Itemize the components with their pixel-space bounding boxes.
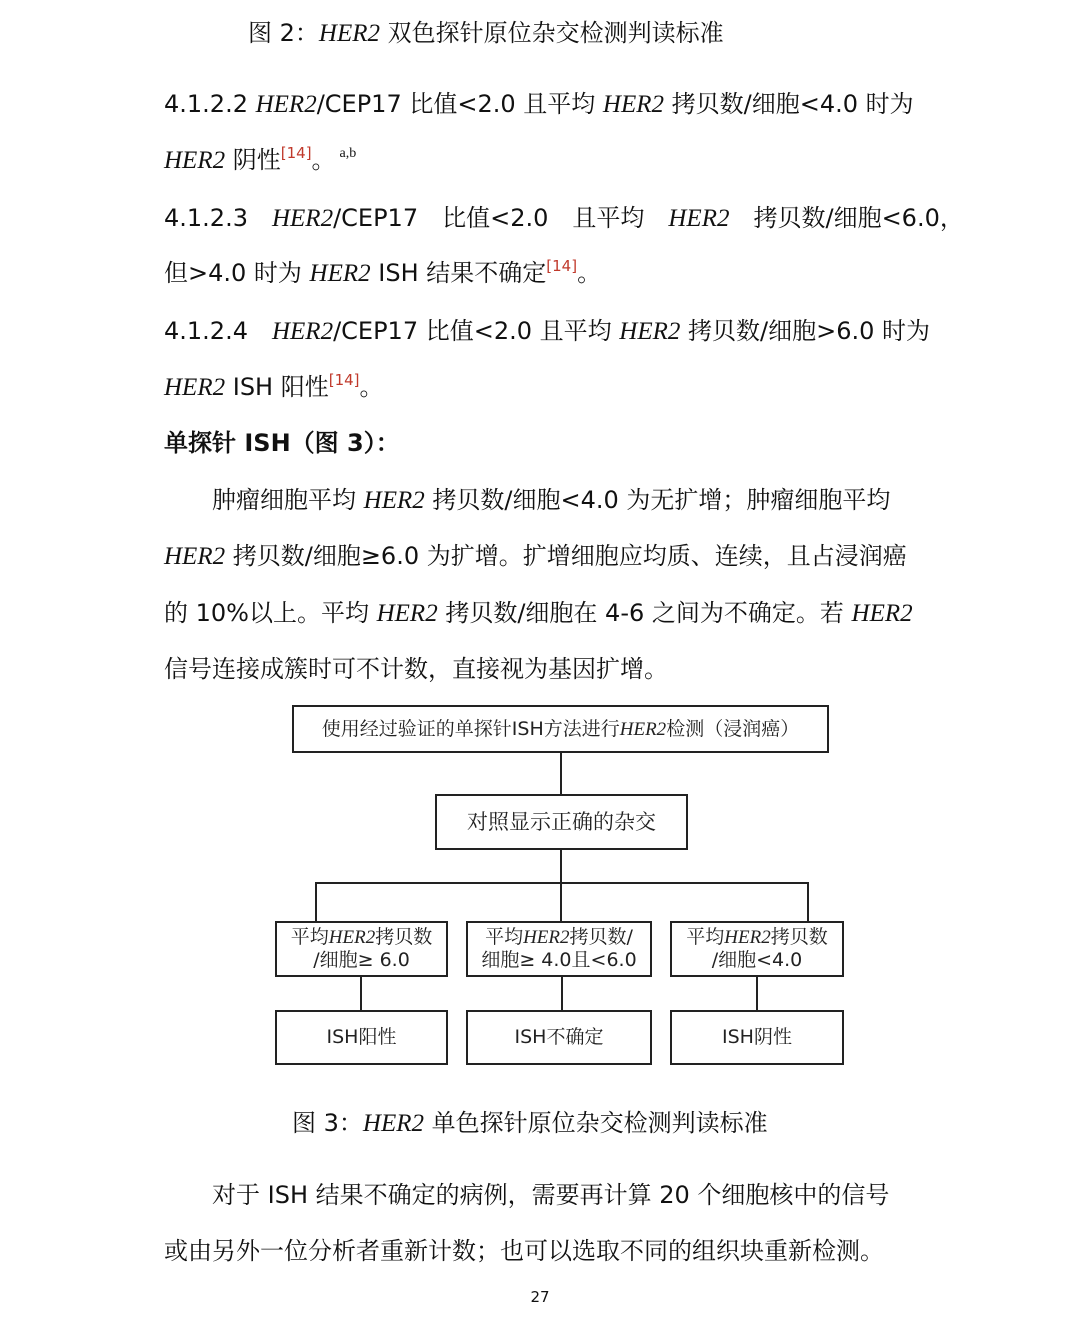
connector-line bbox=[756, 977, 758, 1011]
reference-14: [14] bbox=[280, 144, 312, 162]
flowchart-result-negative: ISH阴性 bbox=[670, 1010, 844, 1065]
flowchart-result-equivocal: ISH不确定 bbox=[466, 1010, 652, 1065]
item-4-1-2-4-line-1: 4.1.2.4 HER2/CEP17 比值<2.0 且平均 HER2 拷贝数/细胞>6.0 时为 bbox=[164, 317, 930, 345]
flowchart-top-box: 使用经过验证的单探针ISH方法进行HER2检测（浸润癌） bbox=[292, 705, 829, 753]
connector-line bbox=[561, 977, 563, 1011]
paragraph-final-line-1: 对于 ISH 结果不确定的病例，需要再计算 20 个细胞核中的信号 bbox=[164, 1181, 890, 1209]
item-4-1-2-3-line-2: 但>4.0 时为 HER2 ISH 结果不确定[14]。 bbox=[164, 257, 602, 287]
item-4-1-2-4-line-2: HER2 ISH 阳性[14]。 bbox=[164, 371, 384, 401]
flowchart-condition-low: 平均HER2拷贝数 /细胞<4.0 bbox=[670, 921, 844, 977]
item-4-1-2-2-line-2: HER2 阴性[14]。 $^{a,b}$ bbox=[164, 144, 357, 174]
footnote-marker: a,b bbox=[339, 146, 357, 161]
connector-line bbox=[315, 882, 809, 884]
flowchart-control-box: 对照显示正确的杂交 bbox=[435, 794, 688, 850]
paragraph-single-probe-line-1: 肿瘤细胞平均 HER2 拷贝数/细胞<4.0 为无扩增；肿瘤细胞平均 bbox=[164, 486, 891, 514]
paragraph-single-probe-line-2: HER2 拷贝数/细胞≥6.0 为扩增。扩增细胞应均质、连续，且占浸润癌 bbox=[164, 542, 907, 570]
figure-2-caption: 图 2：HER2 双色探针原位杂交检测判读标准 bbox=[248, 19, 724, 47]
connector-line bbox=[560, 850, 562, 883]
paragraph-single-probe-line-4: 信号连接成簇时可不计数，直接视为基因扩增。 bbox=[164, 655, 668, 683]
figure-3-caption: 图 3：HER2 单色探针原位杂交检测判读标准 bbox=[292, 1109, 768, 1137]
connector-line bbox=[315, 882, 317, 922]
paragraph-final-line-2: 或由另外一位分析者重新计数；也可以选取不同的组织块重新检测。 bbox=[164, 1237, 884, 1265]
connector-line bbox=[560, 882, 562, 922]
item-4-1-2-2-line-1: 4.1.2.2 HER2/CEP17 比值<2.0 且平均 HER2 拷贝数/细胞<4.0 时为 bbox=[164, 90, 914, 118]
paragraph-single-probe-line-3: 的 10%以上。平均 HER2 拷贝数/细胞在 4-6 之间为不确定。若 HER2 bbox=[164, 599, 913, 627]
flowchart-result-positive: ISH阳性 bbox=[275, 1010, 448, 1065]
flowchart-condition-high: 平均HER2拷贝数 /细胞≥ 6.0 bbox=[275, 921, 448, 977]
item-4-1-2-3-line-1: 4.1.2.3 HER2/CEP17 比值<2.0 且平均 HER2 拷贝数/细胞<6.0， bbox=[164, 204, 964, 232]
reference-14: [14] bbox=[546, 257, 578, 275]
page-number: 27 bbox=[530, 1288, 550, 1306]
flowchart-condition-mid: 平均HER2拷贝数/ 细胞≥ 4.0且<6.0 bbox=[466, 921, 652, 977]
reference-14: [14] bbox=[328, 371, 360, 389]
connector-line bbox=[360, 977, 362, 1011]
connector-line bbox=[560, 753, 562, 794]
section-heading-single-probe: 单探针 ISH（图 3）： bbox=[164, 429, 400, 457]
connector-line bbox=[807, 882, 809, 922]
